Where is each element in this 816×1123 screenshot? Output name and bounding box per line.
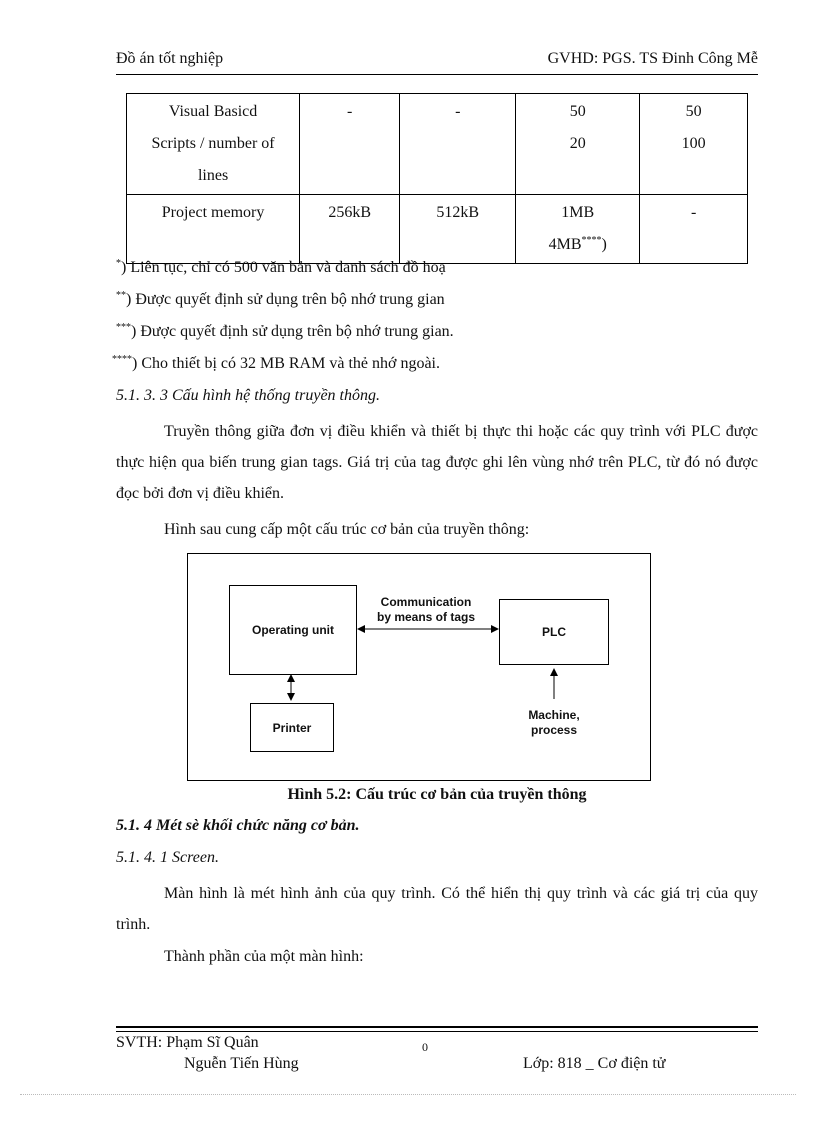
table-row (127, 195, 748, 264)
header-right: GVHD: PGS. TS Đinh Công Mễ (547, 50, 758, 67)
paragraph-screen: Màn hình là mét hình ảnh của quy trình. Có thể hiển thị quy trình và các giá trị của quy trình. (116, 885, 758, 933)
paragraph-figure-intro: Hình sau cung cấp một cấu trúc cơ bản của truyền thông: (164, 521, 530, 538)
table-row (127, 94, 748, 195)
paragraph-screen-components: Thành phần của một màn hình: (164, 948, 364, 965)
section-heading-5-1-3-3: 5.1. 3. 3 Cấu hình hệ thống truyền thông. (116, 387, 380, 404)
footer-student-2: Nguễn Tiến Hùng (184, 1055, 299, 1072)
table-cell: 50 20 (516, 94, 640, 195)
printer-box: Printer (250, 703, 334, 752)
header-divider (116, 74, 758, 75)
footnote-3: ***) Được quyết định sử dụng trên bộ nhớ trung gian. (116, 322, 454, 340)
page-bottom-border (20, 1094, 796, 1095)
operating-unit-box: Operating unit (229, 585, 357, 675)
table-cell: 256kB (300, 195, 400, 264)
communication-diagram (187, 553, 651, 781)
footnote-2: **) Được quyết định sử dụng trên bộ nhớ trung gian (116, 290, 445, 308)
footnote-1: *) Liên tục, chỉ có 500 văn bản và danh sách đồ hoạ (116, 258, 446, 276)
table-cell: - (400, 94, 516, 195)
footer-divider (116, 1026, 758, 1028)
footer-class: Lớp: 818 _ Cơ điện tử (523, 1055, 666, 1072)
table-cell: 1MB 4MB****) (516, 195, 640, 264)
section-heading-5-1-4-1: 5.1. 4. 1 Screen. (116, 849, 219, 866)
section-heading-5-1-4: 5.1. 4 Mét sè khối chức năng cơ bản. (116, 817, 360, 834)
table-cell: 50 100 (640, 94, 748, 195)
figure-caption: Hình 5.2: Cấu trúc cơ bản của truyền thông (287, 786, 587, 803)
table-cell: 512kB (400, 195, 516, 264)
spec-table (126, 93, 748, 264)
footer-student: SVTH: Phạm Sĩ Quân (116, 1034, 259, 1051)
table-cell: - (300, 94, 400, 195)
plc-box: PLC (499, 599, 609, 665)
header-left: Đồ án tốt nghiệp (116, 50, 224, 67)
paragraph-communication: Truyền thông giữa đơn vị điều khiển và thiết bị thực thi hoặc các quy trình với PLC được thực hiện qua biến trung gian tags. Giá trị của tag được ghi lên vùng nhớ trên PLC, từ đó nó được đọc bởi đơn vị điều khiển. (116, 423, 758, 502)
footer-divider-thin (116, 1031, 758, 1032)
table-cell: Project memory (127, 195, 300, 264)
footnote-4: ****) Cho thiết bị có 32 MB RAM và thẻ nhớ ngoài. (112, 354, 440, 372)
page-number: 0 (422, 1040, 428, 1054)
table-cell: Visual Basicd Scripts / number of lines (127, 94, 300, 195)
communication-label: Communication by means of tags (376, 595, 476, 624)
table-cell: - (640, 195, 748, 264)
machine-process-label: Machine, process (528, 708, 580, 737)
